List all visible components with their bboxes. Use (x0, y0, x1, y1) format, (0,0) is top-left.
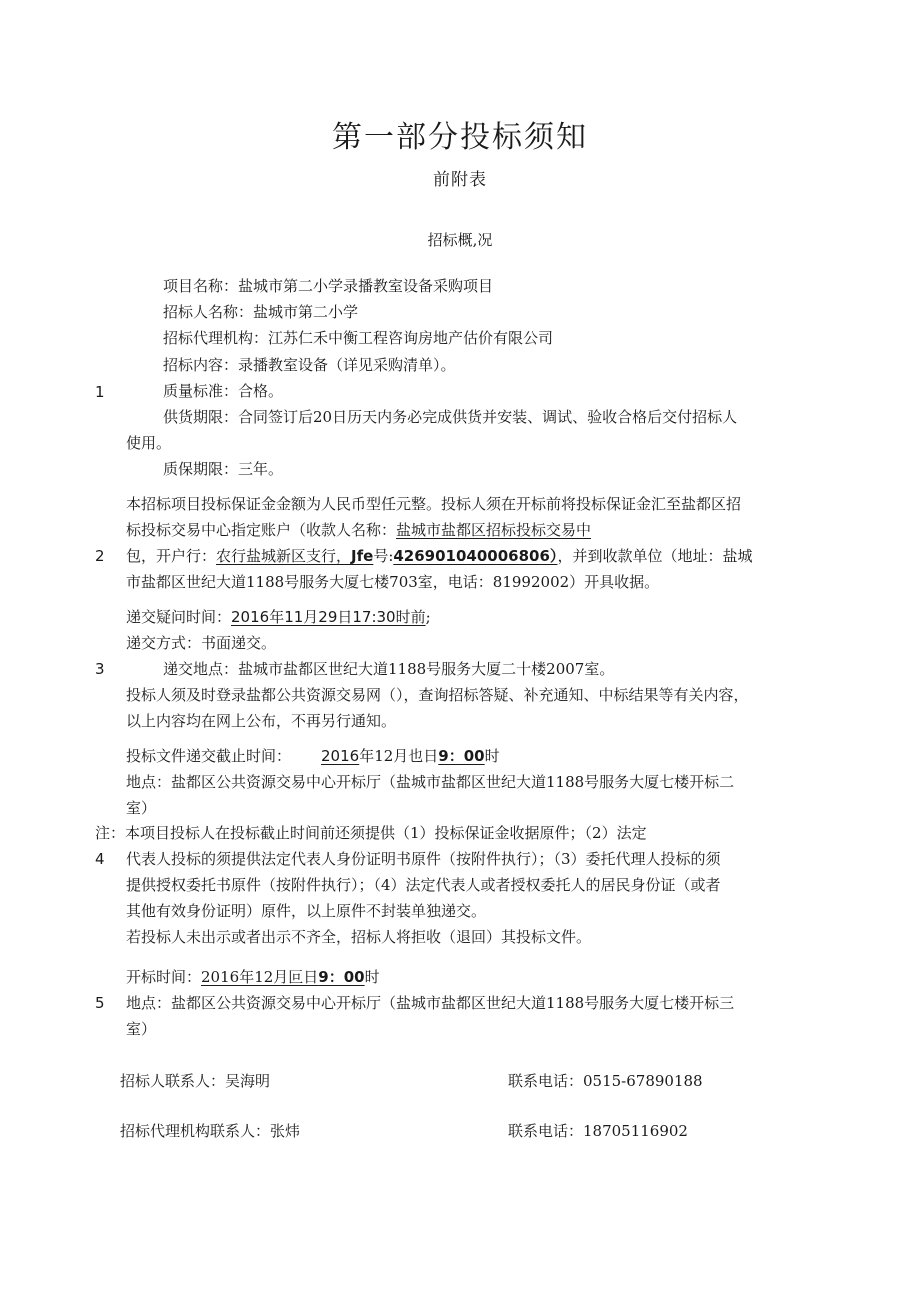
question-time-suffix: ; (425, 608, 431, 626)
row-number-4: 4 (95, 850, 105, 868)
bid-place-line2: 室） (126, 799, 157, 817)
supply-period-line1: 供货期限：合同签订后20日历天内务必完成供货并安装、调试、验收合格后交付招标人 (163, 408, 738, 426)
page-title: 第一部分投标须知 (332, 120, 588, 155)
opening-time-suffix: 时 (364, 968, 380, 986)
bid-deadline-suffix: 时 (484, 747, 500, 765)
row-number-5: 5 (95, 994, 105, 1012)
bid-deadline-mid: 年12月也日 (359, 747, 439, 765)
note-line2: 代表人投标的须提供法定代表人身份证明书原件（按附件执行）；（3）委托代理人投标的须 (126, 850, 721, 868)
bank-hao: 号: (373, 547, 394, 565)
submission-method: 递交方式：书面递交。 (126, 634, 277, 652)
submission-location: 递交地点：盐城市盐都区世纪大道1188号服务大厦二十楼2007室。 (163, 660, 615, 678)
deposit-line2-prefix: 标投标交易中心指定账户（收款人名称： (126, 521, 397, 539)
opening-time (126, 967, 380, 987)
bid-deadline-prefix: 投标文件递交截止时间： (126, 747, 292, 765)
tenderer-name: 招标人名称：盐城市第二小学 (163, 303, 359, 321)
notice-line1: 投标人须及时登录盐都公共资源交易网（），查询招标答疑、补充通知、中标结果等有关内容， (126, 686, 749, 704)
opening-clock: 9：00 (318, 968, 365, 986)
deposit-line3-prefix: 包，开户行： (126, 547, 217, 565)
deposit-line4: 市盐都区世纪大道1188号服务大厦七楼703室，电话：81992002）开具收据。 (126, 573, 660, 591)
row-number-1: 1 (95, 383, 105, 401)
agency-contact: 招标代理机构联系人：张炜 (120, 1122, 301, 1140)
payee-name: 盐城市盐都区招标投标交易中 (396, 521, 592, 539)
bid-place-line1: 地点：盐都区公共资源交易中心开标厅（盐城市盐都区世纪大道1188号服务大厦七楼开标二 (126, 773, 735, 791)
agency-name: 招标代理机构：江苏仁禾中衡工程咨询房地产估价有限公司 (163, 329, 554, 347)
opening-place-line2: 室） (126, 1020, 157, 1038)
opening-time-prefix: 开标时间： (126, 968, 202, 986)
deposit-line1: 本招标项目投标保证金金额为人民币型任元整。投标人须在开标前将投标保证金汇至盐都区招 (126, 495, 742, 513)
account-number: 426901040006806） (393, 547, 558, 565)
note-line3: 提供授权委托书原件（按附件执行）；（4）法定代表人或者授权委托人的居民身份证（或者 (126, 876, 721, 894)
question-time (126, 607, 431, 627)
bank-jfe: Jfe (351, 547, 374, 565)
bank-name: 农行盐城新区支行， (216, 547, 352, 565)
question-deadline: 2016年11月29日17:30时前 (231, 608, 426, 626)
tenderer-phone: 联系电话：0515-67890188 (508, 1072, 703, 1090)
project-name: 项目名称：盐城市第二小学录播教室设备采购项目 (163, 277, 494, 295)
page-subtitle: 前附表 (433, 170, 487, 190)
quality-standard: 质量标准：合格。 (163, 382, 284, 400)
row-number-2: 2 (95, 547, 105, 565)
row-number-3: 3 (95, 660, 105, 678)
opening-date: 2016年12月叵日 (201, 968, 319, 986)
bid-deadline-time: 9：00 (438, 747, 485, 765)
note-line5: 若投标人未出示或者出示不齐全，招标人将拒收（退回）其投标文件。 (126, 928, 592, 946)
supply-period-line2: 使用。 (126, 434, 172, 452)
note-line4: 其他有效身份证明）原件，以上原件不封装单独递交。 (126, 902, 487, 920)
tenderer-contact: 招标人联系人：吴海明 (120, 1072, 271, 1090)
deposit-line2 (126, 520, 591, 540)
tender-content: 招标内容：录播教室设备（详见采购清单）。 (163, 356, 456, 374)
overview-heading: 招标概,况 (427, 231, 493, 249)
bid-deadline-year: 2016 (321, 747, 360, 765)
bid-deadline (126, 746, 500, 766)
warranty-period: 质保期限：三年。 (163, 460, 284, 478)
deposit-line3 (126, 546, 752, 566)
deposit-line3-suffix: ，并到收款单位（地址：盐城 (557, 547, 753, 565)
notice-line2: 以上内容均在网上公布，不再另行通知。 (126, 712, 397, 730)
agency-phone: 联系电话：18705116902 (508, 1122, 688, 1140)
question-time-prefix: 递交疑问时间： (126, 608, 232, 626)
note-line1: 注：本项目投标人在投标截止时间前还须提供（1）投标保证金收据原件；（2）法定 (95, 824, 647, 842)
opening-place-line1: 地点：盐都区公共资源交易中心开标厅（盐城市盐都区世纪大道1188号服务大厦七楼开标三 (126, 994, 735, 1012)
